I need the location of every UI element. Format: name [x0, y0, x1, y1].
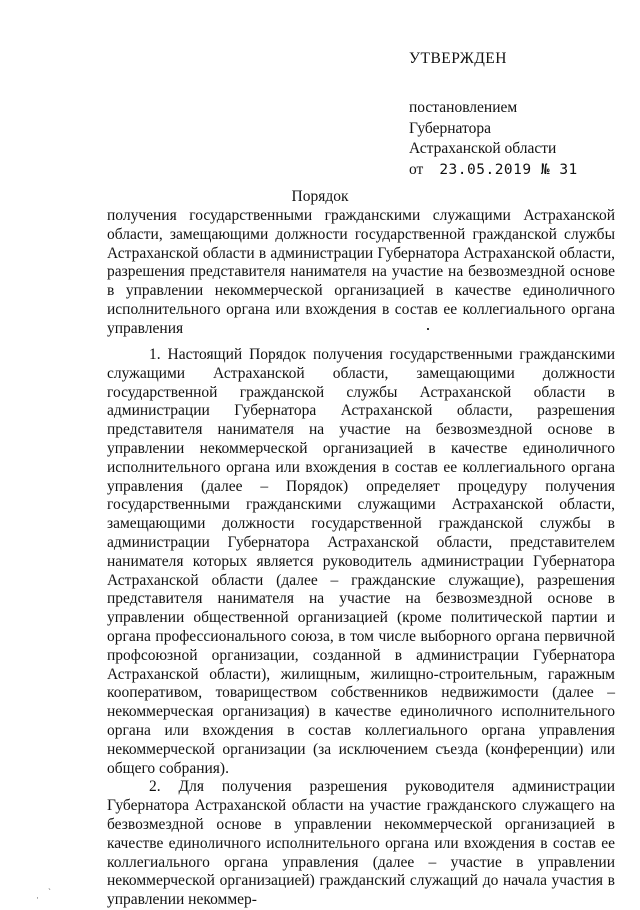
- paragraph-2: 2. Для получения разрешения руководителя администрации Губернатора Астраханской области на участие гражданского служащего на безвозмездной основе в управлении некоммерческой организацией в качестве единоличного исполнительного органа или вхождения в состав ее коллегиального органа управления (далее – участие в управлении некоммерческой организацией) гражданский служащий до начала участия в управлении некоммер-: [107, 778, 615, 909]
- document-body: [107, 346, 615, 910]
- paragraph-1: 1. Настоящий Порядок получения государственными гражданскими служащими Астраханской области, замещающими должности государственной гражданской службы Астраханской области в администрации Губернатора Астраханской области, разрешения представителя нанимателя на участие на безвозмездной основе в управлении некоммерческой организацией в качестве единоличного исполнительного органа или вхождения в состав ее коллегиального органа управления (далее – Порядок) определяет процедуру получения государственными гражданскими служащими Астраханской области, замещающими должности государственной гражданской службы в администрации Губернатора Астраханской области, представителем нанимателя которых является руководитель администрации Губернатора Астраханской области (далее – гражданские служащие), разрешения представителя нанимателя на участие на безвозмездной основе в управлении общественной организацией (кроме политической партии и органа профессионального союза, в том числе выборного органа первичной профсоюзной организации, созданной в администрации Губернатора Астраханской области), жилищным, жилищно-строительным, гаражным кооперативом, товариществом собственников недвижимости (далее – некоммерческая организация) в качестве единоличного исполнительного органа или вхождения в состав коллегиального органа управления некоммерческой организации (за исключением съезда (конференции) или общего собрания).: [107, 346, 615, 777]
- approved-heading: УТВЕРЖДЕН: [409, 50, 507, 67]
- scan-mark: ·: [36, 893, 39, 903]
- approval-by-line-1: постановлением: [409, 99, 518, 116]
- approval-date-line: [409, 160, 629, 181]
- approval-by-line-2: Губернатора: [409, 119, 491, 137]
- scan-mark: ˏ: [48, 880, 51, 890]
- document-subtitle: получения государственными гражданскими служащими Астраханской области, замещающими должности государственной гражданской службы Астраханской области в администрации Губернатора Астраханской области, разрешения представителя нанимателя на участие на безвозмездной основе в управлении некоммерческой организацией в качестве единоличного исполнительного органа или вхождения в состав ее коллегиального органа управления: [107, 207, 615, 337]
- date-prefix: от: [409, 160, 424, 178]
- date-number: 23.05.2019 № 31: [439, 161, 578, 178]
- approval-by-line-3: Астраханской области: [409, 140, 557, 157]
- scan-speck: [427, 328, 429, 330]
- document-title: Порядок: [291, 188, 349, 205]
- approval-block: [409, 50, 629, 180]
